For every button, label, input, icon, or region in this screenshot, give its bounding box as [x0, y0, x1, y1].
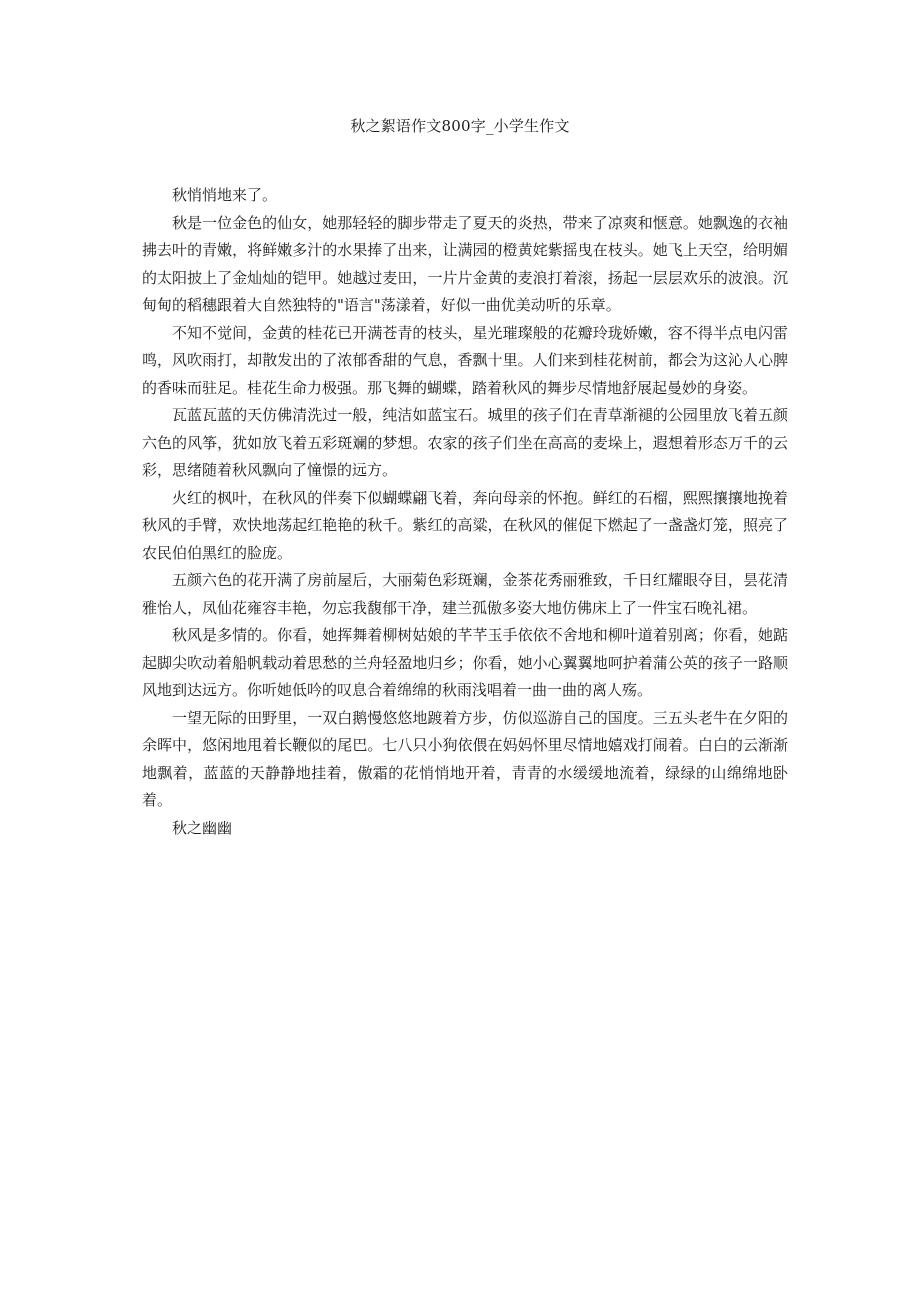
paragraph-6: 五颜六色的花开满了房前屋后，大丽菊色彩斑斓，金茶花秀丽雅致，千日红耀眼夺目，昙花清雅怡人，凤仙花雍容丰艳，勿忘我馥郁干净，建兰孤傲多姿大地仿佛床上了一件宝石晚礼裙。	[142, 571, 788, 617]
paragraph-3: 不知不觉间，金黄的桂花已开满苍青的枝头，星光璀璨般的花瓣玲珑娇嫩，容不得半点电闪雷鸣，风吹雨打，却散发出的了浓郁香甜的气息，香飘十里。人们来到桂花树前，都会为这沁人心脾的香味而驻足。桂花生命力极强。那飞舞的蝴蝶，踏着秋风的舞步尽情地舒展起曼妙的身姿。	[142, 323, 788, 397]
document-title: 秋之絮语作文800字_小学生作文	[350, 117, 570, 135]
paragraph-8: 一望无际的田野里，一双白鹅慢悠悠地踱着方步，仿似巡游自己的国度。三五头老牛在夕阳的余晖中，悠闲地甩着长鞭似的尾巴。七八只小狗依偎在妈妈怀里尽情地嬉戏打闹着。白白的云渐渐地飘着，蓝蓝的天静静地挂着，傲霜的花悄悄地开着，青青的水缓缓地流着，绿绿的山绵绵地卧着。	[142, 708, 788, 809]
paragraph-7: 秋风是多情的。你看，她挥舞着柳树姑娘的芊芊玉手依依不舍地和柳叶道着别离；你看，她踮起脚尖吹动着船帆载动着思愁的兰舟轻盈地归乡；你看，她小心翼翼地呵护着蒲公英的孩子一路顺风地到达远方。你听她低吟的叹息合着绵绵的秋雨浅唱着一曲一曲的离人殇。	[142, 626, 788, 699]
paragraph-2: 秋是一位金色的仙女，她那轻轻的脚步带走了夏天的炎热，带来了凉爽和惬意。她飘逸的衣袖拂去叶的青嫩，将鲜嫩多汁的水果捧了出来，让满园的橙黄姹紫摇曳在枝头。她飞上天空，给明媚的太阳披上了金灿灿的铠甲。她越过麦田，一片片金黄的麦浪打着滚，扬起一层层欢乐的波浪。沉甸甸的稻穗跟着大自然独特的"语言"荡漾着，好似一曲优美动听的乐章。	[142, 213, 788, 314]
paragraph-5: 火红的枫叶，在秋风的伴奏下似蝴蝶翩飞着，奔向母亲的怀抱。鲜红的石榴，熙熙攘攘地挽着秋风的手臂，欢快地荡起红艳艳的秋千。紫红的高粱，在秋风的催促下燃起了一盏盏灯笼，照亮了农民伯伯黑红的脸庞。	[142, 488, 788, 562]
paragraph-9: 秋之幽幽	[172, 818, 233, 837]
paragraph-1: 秋悄悄地来了。	[172, 186, 278, 204]
paragraph-4: 瓦蓝瓦蓝的天仿佛清洗过一般，纯洁如蓝宝石。城里的孩子们在青草渐褪的公园里放飞着五颜六色的风筝，犹如放飞着五彩斑斓的梦想。农家的孩子们坐在高高的麦垛上，遐想着形态万千的云彩，思绪随着秋风飘向了憧憬的远方。	[142, 406, 788, 479]
document-body	[142, 182, 788, 842]
